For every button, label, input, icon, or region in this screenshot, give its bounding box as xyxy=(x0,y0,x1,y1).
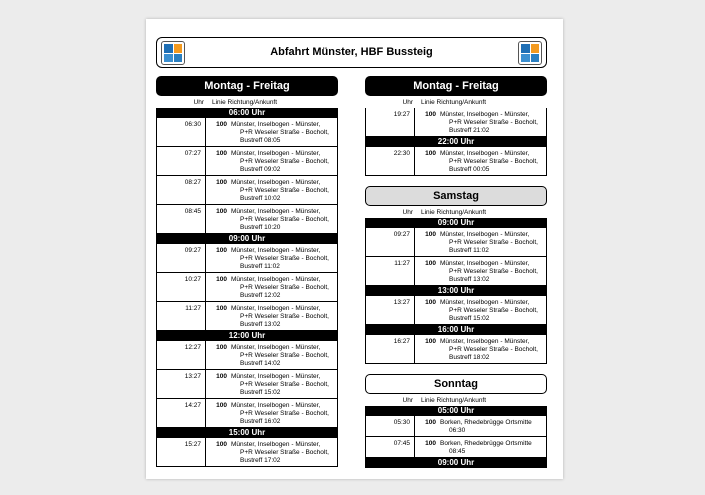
departure-time: 22:30 xyxy=(393,150,410,157)
destination-line: Bustreff 00:05 xyxy=(449,166,490,173)
departure-time: 11:27 xyxy=(394,260,410,267)
bus-logo-icon xyxy=(518,41,542,65)
destination-line: Borken, Rhedebrügge Ortsmitte xyxy=(440,440,532,447)
departure-row xyxy=(156,147,338,176)
destination xyxy=(231,305,335,329)
destination xyxy=(231,247,335,271)
hour-band: 06:00 Uhr xyxy=(156,108,338,118)
departure-time: 06:30 xyxy=(184,121,201,128)
line-number: 100 xyxy=(216,179,227,186)
line-number: 100 xyxy=(425,440,436,447)
destination-line: P+R Weseler Straße - Bocholt, xyxy=(449,346,538,353)
hour-band: 12:00 Uhr xyxy=(156,331,338,341)
departure-time: 11:27 xyxy=(185,305,201,312)
departure-time: 08:45 xyxy=(184,208,201,215)
destination-line: Bustreff 11:02 xyxy=(240,263,280,270)
column-header xyxy=(365,209,547,218)
departure-row xyxy=(156,341,338,370)
destination-line: Bustreff 14:02 xyxy=(240,360,281,367)
spacer xyxy=(365,176,547,186)
destination-line: Münster, Inselbogen - Münster, xyxy=(231,150,321,157)
line-number: 100 xyxy=(216,150,227,157)
departure-time: 05:30 xyxy=(393,419,410,426)
departure-time: 10:27 xyxy=(184,276,201,283)
destination-line: Bustreff 15:02 xyxy=(449,315,490,322)
destination-line: P+R Weseler Straße - Bocholt, xyxy=(449,158,538,165)
destination-line: Bustreff 12:02 xyxy=(240,292,281,299)
hour-band: 09:00 Uhr xyxy=(365,458,547,468)
destination-line: Münster, Inselbogen - Münster, xyxy=(231,121,321,128)
departure-time: 15:27 xyxy=(184,441,201,448)
destination-line: P+R Weseler Straße - Bocholt, xyxy=(240,187,329,194)
line-number: 100 xyxy=(425,231,436,238)
destination xyxy=(440,440,544,456)
destination-line: Münster, Inselbogen - Münster, xyxy=(231,305,321,312)
destination-line: P+R Weseler Straße - Bocholt, xyxy=(240,449,329,456)
departure-row xyxy=(156,205,338,234)
departure-time: 16:27 xyxy=(393,338,410,345)
departure-row xyxy=(156,118,338,147)
destination-line: P+R Weseler Straße - Bocholt, xyxy=(449,307,538,314)
destination-line: Münster, Inselbogen - Münster, xyxy=(440,338,530,345)
destination-line: Münster, Inselbogen - Münster, xyxy=(440,111,530,118)
destination-line: Bustreff 13:02 xyxy=(240,321,281,328)
destination-line: P+R Weseler Straße - Bocholt, xyxy=(449,268,538,275)
destination-line: Bustreff 10:20 xyxy=(240,224,281,231)
departure-time: 13:27 xyxy=(184,373,201,380)
departure-row xyxy=(156,176,338,205)
column-header xyxy=(365,99,547,108)
departure-row xyxy=(365,437,547,458)
departure-time: 07:45 xyxy=(393,440,410,447)
departure-row xyxy=(156,244,338,273)
destination xyxy=(231,121,335,145)
destination-line: Münster, Inselbogen - Münster, xyxy=(231,373,321,380)
departure-time: 07:27 xyxy=(184,150,201,157)
departure-time: 12:27 xyxy=(184,344,201,351)
destination-line: Bustreff 21:02 xyxy=(449,127,490,134)
departure-time: 14:27 xyxy=(184,402,201,409)
destination-line: Münster, Inselbogen - Münster, xyxy=(231,179,321,186)
destination-line: P+R Weseler Straße - Bocholt, xyxy=(240,158,329,165)
column-header-linie: Linie Richtung/Ankunft xyxy=(212,99,278,106)
destination xyxy=(231,179,335,203)
destination-line: P+R Weseler Straße - Bocholt, xyxy=(240,284,329,291)
line-number: 100 xyxy=(425,299,436,306)
departure-row xyxy=(365,335,547,364)
line-number: 100 xyxy=(216,373,227,380)
departure-row xyxy=(365,257,547,286)
timetable-sheet xyxy=(146,19,563,479)
destination-line: P+R Weseler Straße - Bocholt, xyxy=(240,313,329,320)
column-header-linie: Linie Richtung/Ankunft xyxy=(421,397,487,404)
departure-row xyxy=(156,399,338,428)
column-header xyxy=(365,397,547,406)
hour-band: 09:00 Uhr xyxy=(365,218,547,228)
destination xyxy=(231,373,335,397)
hour-band: 09:00 Uhr xyxy=(156,234,338,244)
hour-band: 05:00 Uhr xyxy=(365,406,547,416)
column-header-uhr: Uhr xyxy=(402,209,413,216)
right-column xyxy=(365,76,547,468)
destination xyxy=(231,208,335,232)
destination-line: Münster, Inselbogen - Münster, xyxy=(231,247,321,254)
departure-row xyxy=(156,438,338,467)
destination xyxy=(231,344,335,368)
destination-line: 06:30 xyxy=(449,427,466,434)
destination xyxy=(440,150,544,174)
destination xyxy=(440,419,544,435)
departure-row xyxy=(156,273,338,302)
day-header: Montag - Freitag xyxy=(365,76,547,96)
departure-time: 09:27 xyxy=(393,231,410,238)
line-number: 100 xyxy=(425,111,436,118)
departure-time: 09:27 xyxy=(184,247,201,254)
destination-line: Bustreff 15:02 xyxy=(240,389,281,396)
day-header: Samstag xyxy=(365,186,547,206)
destination xyxy=(440,299,544,323)
destination-line: Bustreff 18:02 xyxy=(449,354,490,361)
left-column xyxy=(156,76,338,467)
destination xyxy=(231,402,335,426)
line-number: 100 xyxy=(216,208,227,215)
destination-line: P+R Weseler Straße - Bocholt, xyxy=(240,255,329,262)
destination xyxy=(231,150,335,174)
hour-band: 13:00 Uhr xyxy=(365,286,547,296)
destination-line: P+R Weseler Straße - Bocholt, xyxy=(240,352,329,359)
line-number: 100 xyxy=(216,402,227,409)
destination-line: P+R Weseler Straße - Bocholt, xyxy=(240,216,329,223)
destination-line: Münster, Inselbogen - Münster, xyxy=(440,231,530,238)
departure-row xyxy=(365,416,547,437)
departure-row xyxy=(365,147,547,176)
destination-line: Münster, Inselbogen - Münster, xyxy=(231,402,321,409)
line-number: 100 xyxy=(216,344,227,351)
destination-line: Bustreff 17:02 xyxy=(240,457,281,464)
destination-line: Bustreff 08:05 xyxy=(240,137,281,144)
departure-row xyxy=(156,302,338,331)
spacer xyxy=(365,364,547,374)
destination-line: Bustreff 10:02 xyxy=(240,195,281,202)
departure-row xyxy=(156,370,338,399)
column-header-linie: Linie Richtung/Ankunft xyxy=(421,99,487,106)
destination-line: Borken, Rhedebrügge Ortsmitte xyxy=(440,419,532,426)
departure-time: 13:27 xyxy=(393,299,410,306)
destination-line: P+R Weseler Straße - Bocholt, xyxy=(240,381,329,388)
line-number: 100 xyxy=(216,121,227,128)
destination-line: Münster, Inselbogen - Münster, xyxy=(231,276,321,283)
departure-row xyxy=(365,108,547,137)
destination-line: 08:45 xyxy=(449,448,466,455)
day-header: Sonntag xyxy=(365,374,547,394)
destination-line: P+R Weseler Straße - Bocholt, xyxy=(449,119,538,126)
line-number: 100 xyxy=(425,419,436,426)
departure-row xyxy=(365,228,547,257)
destination xyxy=(440,231,544,255)
line-number: 100 xyxy=(216,247,227,254)
column-header-uhr: Uhr xyxy=(402,397,413,404)
destination-line: Münster, Inselbogen - Münster, xyxy=(440,150,530,157)
destination xyxy=(440,111,544,135)
hour-band: 16:00 Uhr xyxy=(365,325,547,335)
line-number: 100 xyxy=(216,441,227,448)
column-header-uhr: Uhr xyxy=(193,99,204,106)
hour-band: 22:00 Uhr xyxy=(365,137,547,147)
line-number: 100 xyxy=(216,305,227,312)
destination-line: Bustreff 11:02 xyxy=(449,247,489,254)
line-number: 100 xyxy=(425,260,436,267)
destination-line: Münster, Inselbogen - Münster, xyxy=(231,441,321,448)
page-title: Abfahrt Münster, HBF Bussteig xyxy=(270,46,433,58)
day-header: Montag - Freitag xyxy=(156,76,338,96)
destination-line: Münster, Inselbogen - Münster, xyxy=(440,260,530,267)
destination-line: P+R Weseler Straße - Bocholt, xyxy=(240,410,329,417)
bus-logo-icon xyxy=(161,41,185,65)
destination xyxy=(231,276,335,300)
departure-time: 08:27 xyxy=(184,179,201,186)
destination-line: Bustreff 16:02 xyxy=(240,418,281,425)
destination xyxy=(440,338,544,362)
destination xyxy=(231,441,335,465)
destination-line: Münster, Inselbogen - Münster, xyxy=(231,344,321,351)
destination-line: Münster, Inselbogen - Münster, xyxy=(231,208,321,215)
departure-row xyxy=(365,296,547,325)
hour-band: 15:00 Uhr xyxy=(156,428,338,438)
timetable-header xyxy=(156,37,547,68)
line-number: 100 xyxy=(425,338,436,345)
destination-line: P+R Weseler Straße - Bocholt, xyxy=(240,129,329,136)
destination xyxy=(440,260,544,284)
destination-line: Bustreff 13:02 xyxy=(449,276,490,283)
line-number: 100 xyxy=(216,276,227,283)
destination-line: Münster, Inselbogen - Münster, xyxy=(440,299,530,306)
line-number: 100 xyxy=(425,150,436,157)
column-header-uhr: Uhr xyxy=(402,99,413,106)
destination-line: Bustreff 09:02 xyxy=(240,166,281,173)
column-header-linie: Linie Richtung/Ankunft xyxy=(421,209,487,216)
column-header xyxy=(156,99,338,108)
departure-time: 19:27 xyxy=(393,111,410,118)
destination-line: P+R Weseler Straße - Bocholt, xyxy=(449,239,538,246)
